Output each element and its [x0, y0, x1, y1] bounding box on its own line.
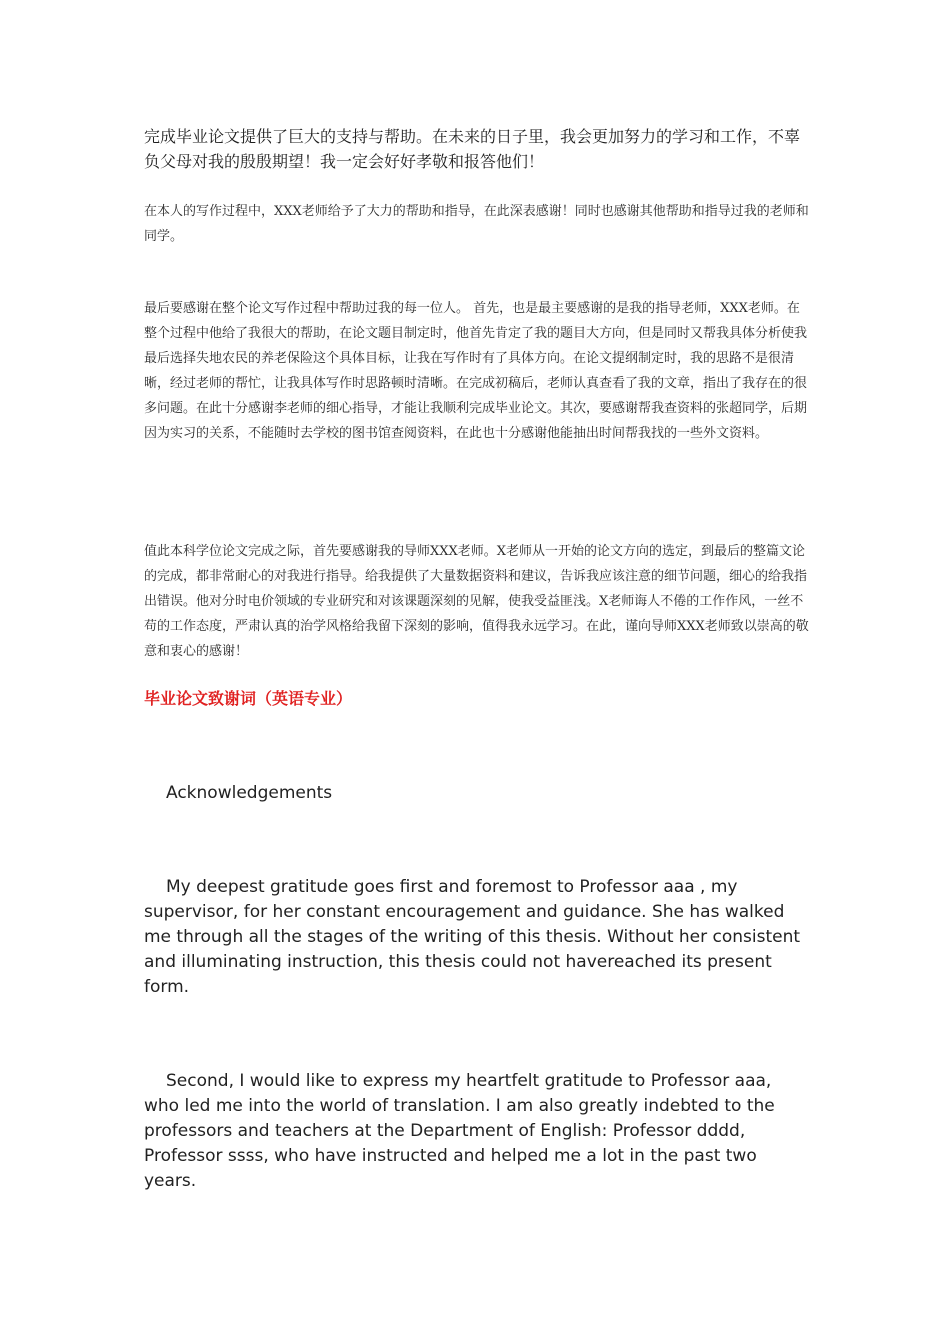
thanks-paragraph-2: 最后要感谢在整个论文写作过程中帮助过我的每一位人。 首先，也是最主要感谢的是我的指导老师，XXX老师。在整个过程中他给了我很大的帮助，在论文题目制定时，他首先肯定了我的题目大方向，但是同时又帮我具体分析使我最后选择失地农民的养老保险这个具体目标，让我在写作时有了具体方向。在论文提纲制定时，我的思路不是很清晰，经过老师的帮忙，让我具体写作时思路顿时清晰。在完成初稿后，老师认真查看了我的文章，指出了我存在的很多问题。在此十分感谢李老师的细心指导，才能让我顺利完成毕业论文。其次，要感谢帮我查资料的张超同学，后期因为实习的关系，不能随时去学校的图书馆查阅资料，在此也十分感谢他能抽出时间帮我找的一些外文资料。	[144, 301, 808, 441]
section-heading: 毕业论文致谢词（英语专业）	[144, 689, 353, 708]
acknowledgements-title: Acknowledgements	[166, 783, 333, 803]
intro-paragraph: 完成毕业论文提供了巨大的支持与帮助。在未来的日子里，我会更加努力的学习和工作，不辜负父母对我的殷殷期望！我一定会好好孝敬和报答他们！	[144, 127, 801, 171]
english-paragraph-1: My deepest gratitude goes first and foremost to Professor aaa , my supervisor, for her constant encouragement and guidance. She has walked me through all the stages of the writing of this thesis. Without her consistent and illuminating instruction, this thesis could not havereached its present form.	[144, 877, 801, 997]
thanks-paragraph-3: 值此本科学位论文完成之际，首先要感谢我的导师XXX老师。X老师从一开始的论文方向的选定，到最后的整篇文论的完成，都非常耐心的对我进行指导。给我提供了大量数据资料和建议，告诉我应该注意的细节问题，细心的给我指出错误。他对分时电价领域的专业研究和对该课题深刻的见解，使我受益匪浅。X老师诲人不倦的工作作风，一丝不苟的工作态度，严肃认真的治学风格给我留下深刻的影响，值得我永远学习。在此，谨向导师XXX老师致以崇高的敬意和衷心的感谢！	[144, 544, 809, 659]
thanks-paragraph-1: 在本人的写作过程中，XXX老师给予了大力的帮助和指导，在此深表感谢！同时也感谢其他帮助和指导过我的老师和同学。	[144, 204, 809, 244]
english-paragraph-2: Second, I would like to express my heartfelt gratitude to Professor aaa, who led me into the world of translation. I am also greatly indebted to the professors and teachers at the Department of English: Professor dddd, Professor ssss, who have instructed and helped me a lot in the past two years.	[144, 1071, 775, 1191]
